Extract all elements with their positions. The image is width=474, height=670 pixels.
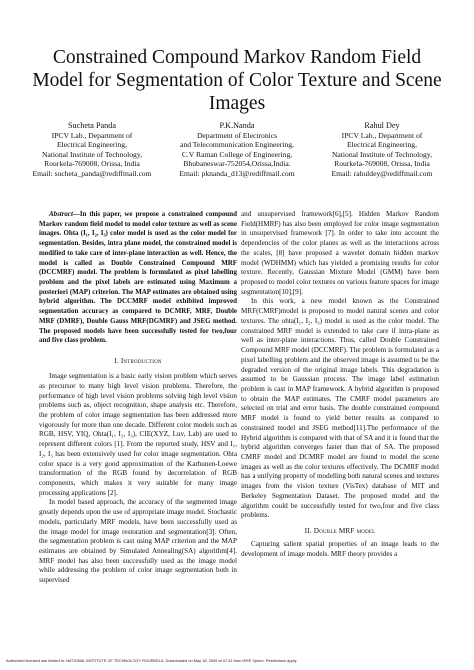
abstract-lead: Abstract xyxy=(49,210,73,218)
author-email: Email: pknanda_d13@rediffmail.com xyxy=(179,168,295,178)
intro-paragraph-2: In model based approach, the accuracy of the segmented image greatly depends upon the use of appropriate image model. Stochastic models, particularly MRF models, have been successfully used as the image model for image restoration and segmentation[3]. Often, the segmentation problem is cast using MAP criterion and the MAP estimates are obtained by Simulated Annealing(SA) algorithm[4]. MRF model has also been successfully used as the image model while addressing the problem of color image segmentation both in supervised xyxy=(39,498,237,585)
author-affiliation-line: Bhubaneswar-752054,Orissa,India. xyxy=(183,159,291,169)
section-heading-double-mrf: II. Double MRF model xyxy=(304,527,376,535)
author-affiliation-line: Electrical Engineering, xyxy=(57,140,127,150)
author-affiliation-line: Department of Electronics xyxy=(196,130,278,140)
right-paragraph-2: In this work, a new model known as the Constrained MRF(CMRF)model is proposed to model natural scenes and color textures. The ohta(I₁, I₂, I₃) model is used as the color model. The constrained MRF model is extended to take care if intra-plane as well as inter-plane interactions. Thus, called Double Constrained Compound MRF model (DCCMRF). The problem is formulated as a pixel labelling problem and the observed image is assumed to be the degraded version of the original image labels. This degradation is assumed to be Gaussian process. The image label estimation problem is cast in MAP framework. A hybrid algorithm is proposed to obtain the MAP estimates. The CMRF model parameters are selected on trial and error basis. The double constrained compound MRF model is found to yield better results as compared to constrained model and JSEG method[11].The performance of the Hybrid algorithm is compared with that of SA and it is found that the hybrid algorithm converges faster than that of SA. The proposed CMRF model and DCMRF model are found to model the scene images as well as the color textures effectively. The DCMRF model has a unifying property of modelling both natural scenes and textures images from the vision texture (VisTex) database of MIT and Berkeley Segmentation Dataset. The proposed model and the algorithm could be successfully tested for two,four and five class problems. xyxy=(241,297,439,520)
author-1 xyxy=(22,121,162,179)
paper-title: Constrained Compound Markov Random Field Model for Segmentation of Color Texture and Scene Images xyxy=(32,47,442,114)
footer-license-notice: Authorized licensed use limited to: NATIONAL INSTITUTE OF TECHNOLOGY ROURKELA. Downloaded on May 18, 2009 at 07:41 from IEEE Xplore. Restrictions apply. xyxy=(6,658,298,663)
abstract xyxy=(39,210,237,346)
author-email: Email: rahuldey@rediffmail.com xyxy=(331,168,433,178)
author-affiliation-line: Electrical Engineering, xyxy=(347,140,417,150)
author-name: Sucheta Panda xyxy=(68,121,116,130)
author-email: Email: sucheta_panda@rediffmail.com xyxy=(32,168,152,178)
left-column xyxy=(39,210,237,586)
author-affiliation-line: and Telecommunication Engineering, xyxy=(180,140,294,150)
author-block xyxy=(22,121,452,185)
author-name: Rahul Dey xyxy=(364,121,400,130)
author-affiliation-line: IPCV Lab., Department of xyxy=(51,130,133,140)
intro-paragraph-1: Image segmentation is a basic early vision problem which serves as precursor to many high level vision problems. Therefore, the performance of high level vision problems solving high level vision problems such as, object recognition, shape analysis etc. Therefore, the problem of color image segmentation has been addressed more vigorously for more than one decade. Different color models such as RGB, HSV, YIQ, Ohta(I₁, I₂, I₃), CIE(XYZ, Luv, Lab) are used to represent different colors [1]. From the reported study, HSV and I₁, I₂, I₃ has been extensively used for color image segmentation. Ohta color space is a very good approximation of the Karhunen-Loewe transformation of the RGB found by decorrelation of RGB components, which makes it very suitable for many image processing applications [2]. xyxy=(39,372,237,497)
author-affiliation-line: C.V Raman College of Engineering, xyxy=(181,149,293,159)
author-affiliation-line: Rourkela-769008, Orissa, India xyxy=(334,159,430,169)
author-affiliation-line: Rourkela-769008, Orissa, India xyxy=(44,159,140,169)
author-3 xyxy=(312,121,452,179)
section-heading-introduction: I. Introduction xyxy=(114,357,162,366)
right-paragraph-1: and unsupervised framework[6],[5]. Hidden Markov Random Field(HMRF) has also been employed for color image segmentation in unsupervised framework [7]. In order to take into account the dependencies of the color planes as well as the interactions across the scales, [8] have proposed a wavelet domain hidden markov model (WDHMM) which has yielded a promising results for color texture. Recently, Gaussian Mixture Model (GMM) have been proposed to model color textures on various feature spaces for image segmentation[10],[9]. xyxy=(241,210,439,296)
author-affiliation-line: IPCV Lab., Department of xyxy=(341,130,423,140)
right-column xyxy=(241,210,439,559)
abstract-text: —In this paper, we propose a constrained compound Markov random field model to model color texture as well as scene images. Ohta (I₁, I₂, I₃) color model is used as the color model for segmentation. Besides, intra plane model, the constrained model is modified to take care of inter-plane interaction as well. Hence, the model is called as Double Constrained Compound MRF (DCCMRF) model. The problem is formulated as pixel labelling problem and the pixel labels are estimated using Maximum a posteriori (MAP) criterion. The MAP estimates are obtained using hybrid algorithm. The DCCMRF model exhibited improved segmentation accuracy as compared to DCMRF, MRF, Double MRF (DMRF), Double Gauss MRF(DGMRF) and JSEG method. The proposed models have been successfully tested for two,four and five class problem. xyxy=(39,210,237,345)
author-name: P.K.Nanda xyxy=(219,121,255,130)
author-affiliation-line: National Institute of Technology, xyxy=(41,149,143,159)
right-paragraph-3: Capturing salient spatial properties of an image leads to the development of image models. MRF theory provides a xyxy=(241,540,439,558)
author-affiliation-line: National Institute of Technology, xyxy=(331,149,433,159)
author-2 xyxy=(167,121,307,179)
